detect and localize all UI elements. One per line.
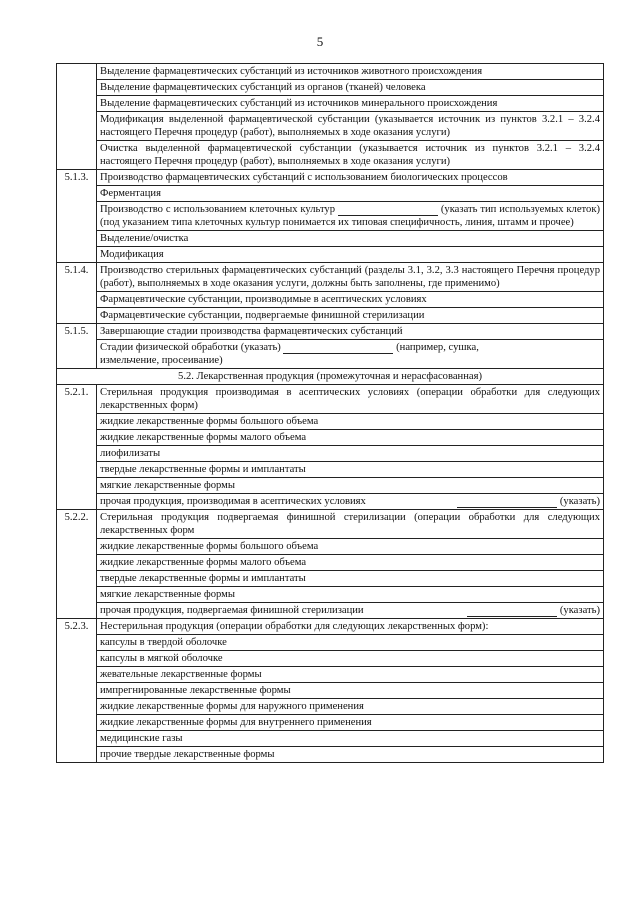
table-row xyxy=(57,340,604,369)
section-header: 5.2. Лекарственная продукция (промежуточная и нерасфасованная) xyxy=(57,369,604,385)
row-text: Производство фармацевтических субстанций с использованием биологических процессов xyxy=(97,170,604,186)
table-row xyxy=(57,494,604,510)
table-row xyxy=(57,186,604,202)
table-row xyxy=(57,635,604,651)
row-text: мягкие лекарственные формы xyxy=(97,478,604,494)
table-row xyxy=(57,683,604,699)
table-row xyxy=(57,699,604,715)
row-text: Стадии физической обработки (указать) xyxy=(100,342,281,353)
table-row xyxy=(57,263,604,292)
row-text: твердые лекарственные формы и имплантаты xyxy=(97,462,604,478)
other-aseptic-row xyxy=(97,494,604,510)
table-row xyxy=(57,170,604,186)
table-row xyxy=(57,587,604,603)
other-aseptic-field[interactable] xyxy=(457,496,557,508)
section-number: 5.1.4. xyxy=(57,263,97,324)
row-text: жевательные лекарственные формы xyxy=(97,667,604,683)
table-row xyxy=(57,80,604,96)
row-text: Выделение/очистка xyxy=(97,231,604,247)
procedures-table xyxy=(56,63,604,763)
table-row xyxy=(57,96,604,112)
table-row xyxy=(57,510,604,539)
row-text: Производство стерильных фармацевтических субстанций (разделы 3.1, 3.2, 3.3 настоящего Перечня процедур (работ), выполняемых в ходе оказания услуги, должны быть заполнены, где применимо) xyxy=(97,263,604,292)
row-text: Очистка выделенной фармацевтической субстанции (указывается источник из пунктов 3.2.1 – 3.2.4 настоящего Перечня процедур (работ), выполняемых в ходе оказания услуги) xyxy=(97,141,604,170)
table-row xyxy=(57,539,604,555)
page-number: 5 xyxy=(316,34,324,49)
table-row xyxy=(57,446,604,462)
row-text: Выделение фармацевтических субстанций из органов (тканей) человека xyxy=(97,80,604,96)
row-text: Производство с использованием клеточных культур xyxy=(100,204,336,215)
other-sterilized-field[interactable] xyxy=(467,605,557,617)
section-number: 5.1.3. xyxy=(57,170,97,263)
row-text: жидкие лекарственные формы для внутреннего применения xyxy=(97,715,604,731)
physical-processing-row xyxy=(97,340,604,369)
table-row xyxy=(57,571,604,587)
specify-label: (указать) xyxy=(559,605,600,616)
table-row xyxy=(57,231,604,247)
table-row xyxy=(57,430,604,446)
row-text: импрегнированные лекарственные формы xyxy=(97,683,604,699)
row-text: Фармацевтические субстанции, подвергаемые финишной стерилизации xyxy=(97,308,604,324)
section-number-cell xyxy=(57,64,97,170)
table-row xyxy=(57,414,604,430)
specify-label: (указать) xyxy=(559,496,600,507)
row-text: лиофилизаты xyxy=(97,446,604,462)
section-number: 5.2.3. xyxy=(57,619,97,763)
section-number: 5.2.2. xyxy=(57,510,97,619)
row-text: жидкие лекарственные формы малого объема xyxy=(97,430,604,446)
table-row xyxy=(57,731,604,747)
row-text: жидкие лекарственные формы большого объема xyxy=(97,414,604,430)
table-row xyxy=(57,247,604,263)
row-text: Стерильная продукция производимая в асептических условиях (операции обработки для следующих лекарственных форм) xyxy=(97,385,604,414)
section-number: 5.1.5. xyxy=(57,324,97,369)
row-text: жидкие лекарственные формы для наружного применения xyxy=(97,699,604,715)
section-number: 5.2.1. xyxy=(57,385,97,510)
row-text: Нестерильная продукция (операции обработки для следующих лекарственных форм): xyxy=(97,619,604,635)
row-text: Выделение фармацевтических субстанций из источников животного происхождения xyxy=(97,64,604,80)
table-row xyxy=(57,651,604,667)
row-text: Стерильная продукция подвергаемая финишной стерилизации (операции обработки для следующих лекарственных форм xyxy=(97,510,604,539)
row-text: Модификация выделенной фармацевтической субстанции (указывается источник из пунктов 3.2.1 – 3.2.4 настоящего Перечня процедур (работ), выполняемых в ходе оказания услуги) xyxy=(97,112,604,141)
row-text: капсулы в мягкой оболочке xyxy=(97,651,604,667)
row-text: измельчение, просеивание) xyxy=(100,355,223,366)
row-text: прочая продукция, подвергаемая финишной стерилизации xyxy=(100,605,364,616)
table-row xyxy=(57,747,604,763)
other-sterilized-row xyxy=(97,603,604,619)
row-text: твердые лекарственные формы и имплантаты xyxy=(97,571,604,587)
table-row xyxy=(57,202,604,231)
table-row xyxy=(57,462,604,478)
row-text: капсулы в твердой оболочке xyxy=(97,635,604,651)
table-row xyxy=(57,292,604,308)
table-row xyxy=(57,715,604,731)
section-header-row xyxy=(57,369,604,385)
cell-culture-row xyxy=(97,202,604,231)
table-row xyxy=(57,667,604,683)
table-row xyxy=(57,619,604,635)
row-text: (указать тип используемых клеток) (под указанием типа клеточных культур понимается их типовая специфичность, линия, штамм и прочее) xyxy=(100,204,601,228)
row-text: жидкие лекарственные формы малого объема xyxy=(97,555,604,571)
table-row xyxy=(57,555,604,571)
row-text: (например, сушка, xyxy=(396,342,479,353)
table-row xyxy=(57,324,604,340)
table-row xyxy=(57,64,604,80)
row-text: Модификация xyxy=(97,247,604,263)
table-row xyxy=(57,478,604,494)
table-row xyxy=(57,603,604,619)
row-text: жидкие лекарственные формы большого объема xyxy=(97,539,604,555)
table-row xyxy=(57,112,604,141)
cell-type-field[interactable] xyxy=(338,204,438,216)
row-text: Завершающие стадии производства фармацевтических субстанций xyxy=(97,324,604,340)
row-text: Фармацевтические субстанции, производимые в асептических условиях xyxy=(97,292,604,308)
table-row xyxy=(57,141,604,170)
row-text: Ферментация xyxy=(97,186,604,202)
table-row xyxy=(57,385,604,414)
table-row xyxy=(57,308,604,324)
row-text: мягкие лекарственные формы xyxy=(97,587,604,603)
row-text: прочие твердые лекарственные формы xyxy=(97,747,604,763)
physical-processing-field[interactable] xyxy=(283,342,393,354)
row-text: прочая продукция, производимая в асептических условиях xyxy=(100,496,366,507)
row-text: медицинские газы xyxy=(97,731,604,747)
row-text: Выделение фармацевтических субстанций из источников минерального происхождения xyxy=(97,96,604,112)
